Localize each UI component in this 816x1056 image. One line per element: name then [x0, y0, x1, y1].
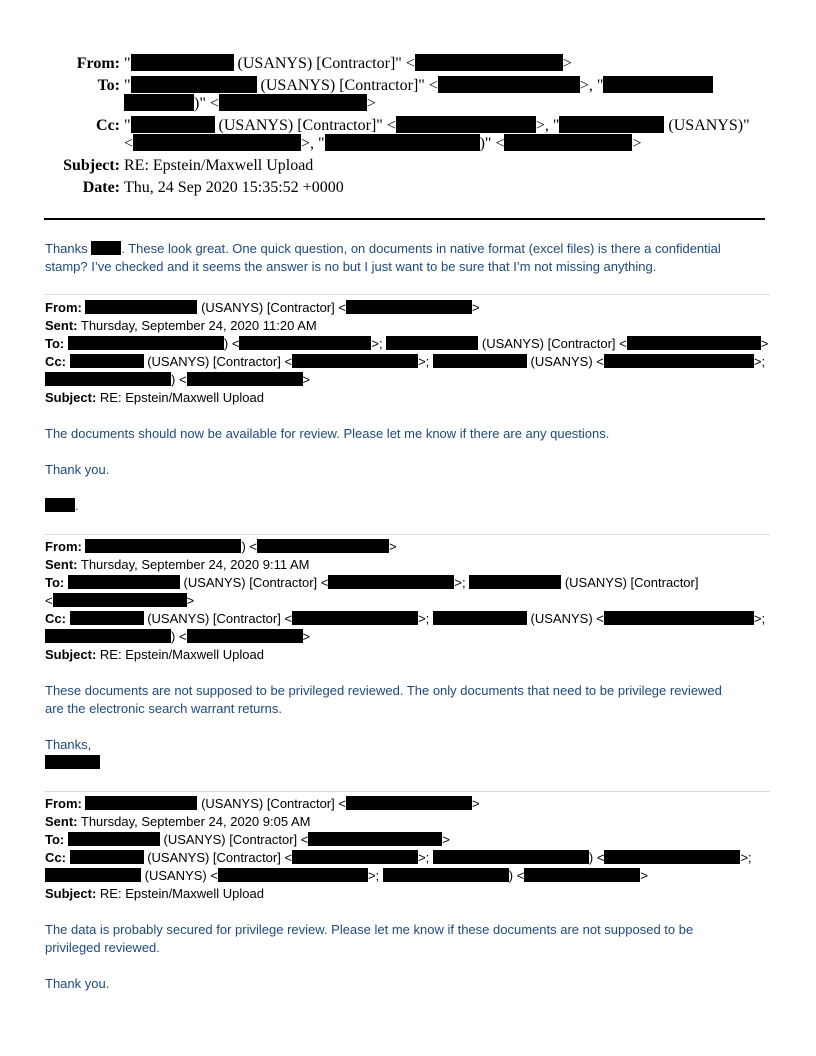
header-cc-label: Cc: [96, 117, 120, 134]
sep: >; [454, 575, 466, 590]
redaction [187, 372, 303, 386]
redaction [68, 336, 224, 350]
org: (USANYS) [Contractor] < [163, 832, 309, 847]
sep: >; [418, 611, 430, 626]
org: (USANYS) [Contractor] < [481, 336, 627, 351]
redaction [469, 575, 561, 589]
redaction [218, 868, 368, 882]
sep: ) < [508, 868, 525, 883]
gt: > [302, 629, 311, 644]
redaction [603, 76, 713, 93]
redaction [308, 832, 442, 846]
message-body-line [45, 240, 721, 258]
redaction [70, 611, 144, 625]
redaction [45, 868, 141, 882]
redaction [133, 134, 301, 151]
org: (USANYS)" [668, 117, 750, 134]
gt: > [302, 372, 311, 387]
redaction [433, 611, 527, 625]
msg3-to-row [45, 831, 450, 849]
msg3-cc-row [45, 849, 752, 867]
subject-value: RE: Epstein/Maxwell Upload [99, 390, 264, 405]
sep: )" < [194, 95, 219, 112]
sep: ) < [223, 336, 240, 351]
redaction [386, 336, 478, 350]
org: (USANYS) [Contractor] < [183, 575, 329, 590]
gt: > [632, 135, 642, 152]
redaction [504, 134, 632, 151]
msg1-cc-row-cont [45, 371, 310, 389]
subject-label: Subject: [45, 647, 97, 662]
quote: " [124, 117, 131, 134]
to-label: To: [45, 336, 65, 351]
redaction [438, 76, 580, 93]
header-date-label: Date: [82, 179, 120, 196]
redaction [45, 755, 100, 769]
redaction [415, 54, 563, 71]
msg1-sent-row [45, 317, 317, 335]
redaction [627, 336, 761, 350]
redaction [91, 241, 121, 255]
header-cc-value [124, 116, 750, 135]
msg3-from-row [45, 795, 480, 813]
message-signature [45, 754, 100, 772]
lt: < [405, 55, 415, 72]
header-to-row-cont [124, 94, 376, 113]
redaction [68, 575, 180, 589]
redaction [124, 94, 194, 111]
gt: > [760, 336, 769, 351]
from-label: From: [45, 300, 82, 315]
sent-label: Sent: [45, 557, 78, 572]
from-label: From: [45, 796, 82, 811]
org: (USANYS) < [530, 354, 604, 369]
msg1-from-row [45, 299, 480, 317]
message-signature [45, 497, 79, 515]
org: (USANYS) [Contractor] < [147, 611, 293, 626]
header-subject-value: RE: Epstein/Maxwell Upload [124, 157, 314, 174]
message-body-line: Thank you. [45, 462, 110, 477]
sent-value: Thursday, September 24, 2020 9:11 AM [80, 557, 310, 572]
redaction [239, 336, 371, 350]
message-body-line: These documents are not supposed to be privileged reviewed. The only documents that need to be privilege reviewed [45, 683, 722, 698]
redaction [85, 300, 197, 314]
redaction [257, 539, 389, 553]
org: (USANYS) < [530, 611, 604, 626]
redaction [346, 300, 472, 314]
msg2-sent-row [45, 556, 310, 574]
org: (USANYS) [Contractor] [564, 575, 699, 590]
lt: < [45, 593, 53, 608]
header-from-label: From: [76, 55, 120, 72]
text: . [75, 498, 79, 513]
msg1-cc-row [45, 353, 765, 371]
msg2-subject-row [45, 646, 264, 664]
redaction [433, 850, 589, 864]
redaction [45, 498, 75, 512]
gt: > [471, 300, 480, 315]
redaction [85, 796, 197, 810]
message-body-line: stamp? I’ve checked and it seems the answer is no but I just want to be sure that I’m not missing anything. [45, 259, 657, 274]
sep: ) < [171, 372, 187, 387]
redaction [85, 539, 241, 553]
message-separator [44, 534, 770, 535]
sep: >; [753, 611, 766, 626]
lt: < [428, 77, 438, 94]
redaction [131, 54, 234, 71]
header-divider [44, 218, 765, 220]
quote: " [124, 55, 131, 72]
redaction [604, 611, 754, 625]
message-separator [44, 791, 770, 792]
subject-label: Subject: [45, 886, 97, 901]
redaction [68, 832, 160, 846]
gt: > [389, 539, 397, 554]
redaction [604, 354, 754, 368]
org: (USANYS) [Contractor]" [260, 77, 425, 94]
message-body-line: The data is probably secured for privilege review. Please let me know if these documents are not supposed to be [45, 922, 694, 937]
subject-value: RE: Epstein/Maxwell Upload [99, 647, 264, 662]
header-to-value [124, 76, 713, 95]
subject-label: Subject: [45, 390, 97, 405]
quote: " [124, 77, 131, 94]
message-body-line: Thanks, [45, 737, 92, 752]
to-label: To: [45, 575, 65, 590]
cc-label: Cc: [45, 354, 66, 369]
sep: >, " [301, 135, 325, 152]
redaction [524, 868, 640, 882]
lt: < [124, 135, 134, 152]
sep: >, " [579, 77, 604, 94]
to-label: To: [45, 832, 65, 847]
redaction [292, 850, 418, 864]
gt: > [471, 796, 480, 811]
sent-label: Sent: [45, 814, 78, 829]
sep: >; [740, 850, 752, 865]
message-body-line: are the electronic search warrant returns. [45, 701, 282, 716]
sep: ) < [241, 539, 258, 554]
redaction [559, 116, 664, 133]
redaction [131, 116, 215, 133]
message-separator [44, 294, 770, 295]
sep: >; [367, 868, 380, 883]
msg2-from-row [45, 538, 397, 556]
cc-label: Cc: [45, 850, 66, 865]
msg2-cc-row [45, 610, 765, 628]
org: (USANYS) [Contractor]" [237, 55, 402, 72]
sent-label: Sent: [45, 318, 78, 333]
sep: )" < [479, 135, 505, 152]
msg3-subject-row [45, 885, 264, 903]
redaction [396, 116, 536, 133]
msg1-subject-row [45, 389, 264, 407]
gt: > [186, 593, 195, 608]
sep: ) < [171, 629, 187, 644]
from-label: From: [45, 539, 82, 554]
msg3-sent-row [45, 813, 310, 831]
msg3-cc-row-cont [45, 867, 648, 885]
org: (USANYS) [Contractor] < [201, 300, 346, 315]
redaction [219, 94, 367, 111]
message-body-line: The documents should now be available for review. Please let me know if there are any questions. [45, 426, 610, 441]
sep: >; [418, 354, 430, 369]
gt: > [562, 55, 572, 72]
redaction [70, 354, 144, 368]
header-to-label: To: [97, 77, 120, 94]
subject-value: RE: Epstein/Maxwell Upload [99, 886, 264, 901]
message-body-line: Thank you. [45, 976, 110, 991]
redaction [325, 134, 480, 151]
text: . These look great. One quick question, on documents in native format (excel files) is there a confidential [121, 241, 721, 256]
redaction [328, 575, 454, 589]
gt: > [640, 868, 648, 883]
header-date-value: Thu, 24 Sep 2020 15:35:52 +0000 [124, 179, 344, 196]
lt: < [386, 117, 396, 134]
org: (USANYS) [Contractor] < [147, 354, 293, 369]
gt: > [442, 832, 450, 847]
header-subject-label: Subject: [63, 157, 120, 174]
redaction [604, 850, 740, 864]
msg2-cc-row-cont [45, 628, 310, 646]
gt: > [366, 95, 376, 112]
header-from-value [124, 54, 572, 73]
redaction [433, 354, 527, 368]
redaction [70, 850, 144, 864]
org: (USANYS) [Contractor]" [218, 117, 383, 134]
redaction [53, 593, 187, 607]
text: Thanks [45, 241, 92, 256]
sep: >; [371, 336, 383, 351]
redaction [187, 629, 303, 643]
msg2-to-row-cont [45, 592, 194, 610]
sep: >, " [535, 117, 560, 134]
msg1-to-row [45, 335, 768, 353]
org: (USANYS) [Contractor] < [201, 796, 346, 811]
sent-value: Thursday, September 24, 2020 9:05 AM [80, 814, 311, 829]
org: (USANYS) [Contractor] < [147, 850, 293, 865]
msg2-to-row [45, 574, 698, 592]
redaction [45, 629, 171, 643]
cc-label: Cc: [45, 611, 66, 626]
header-cc-row-cont [124, 134, 642, 153]
redaction [346, 796, 472, 810]
sep: >; [418, 850, 430, 865]
redaction [131, 76, 257, 93]
redaction [292, 354, 418, 368]
redaction [292, 611, 418, 625]
redaction [45, 372, 171, 386]
redaction [383, 868, 509, 882]
message-body-line: privileged reviewed. [45, 940, 160, 955]
sep: >; [753, 354, 766, 369]
sep: ) < [588, 850, 605, 865]
sent-value: Thursday, September 24, 2020 11:20 AM [80, 318, 317, 333]
org: (USANYS) < [144, 868, 218, 883]
